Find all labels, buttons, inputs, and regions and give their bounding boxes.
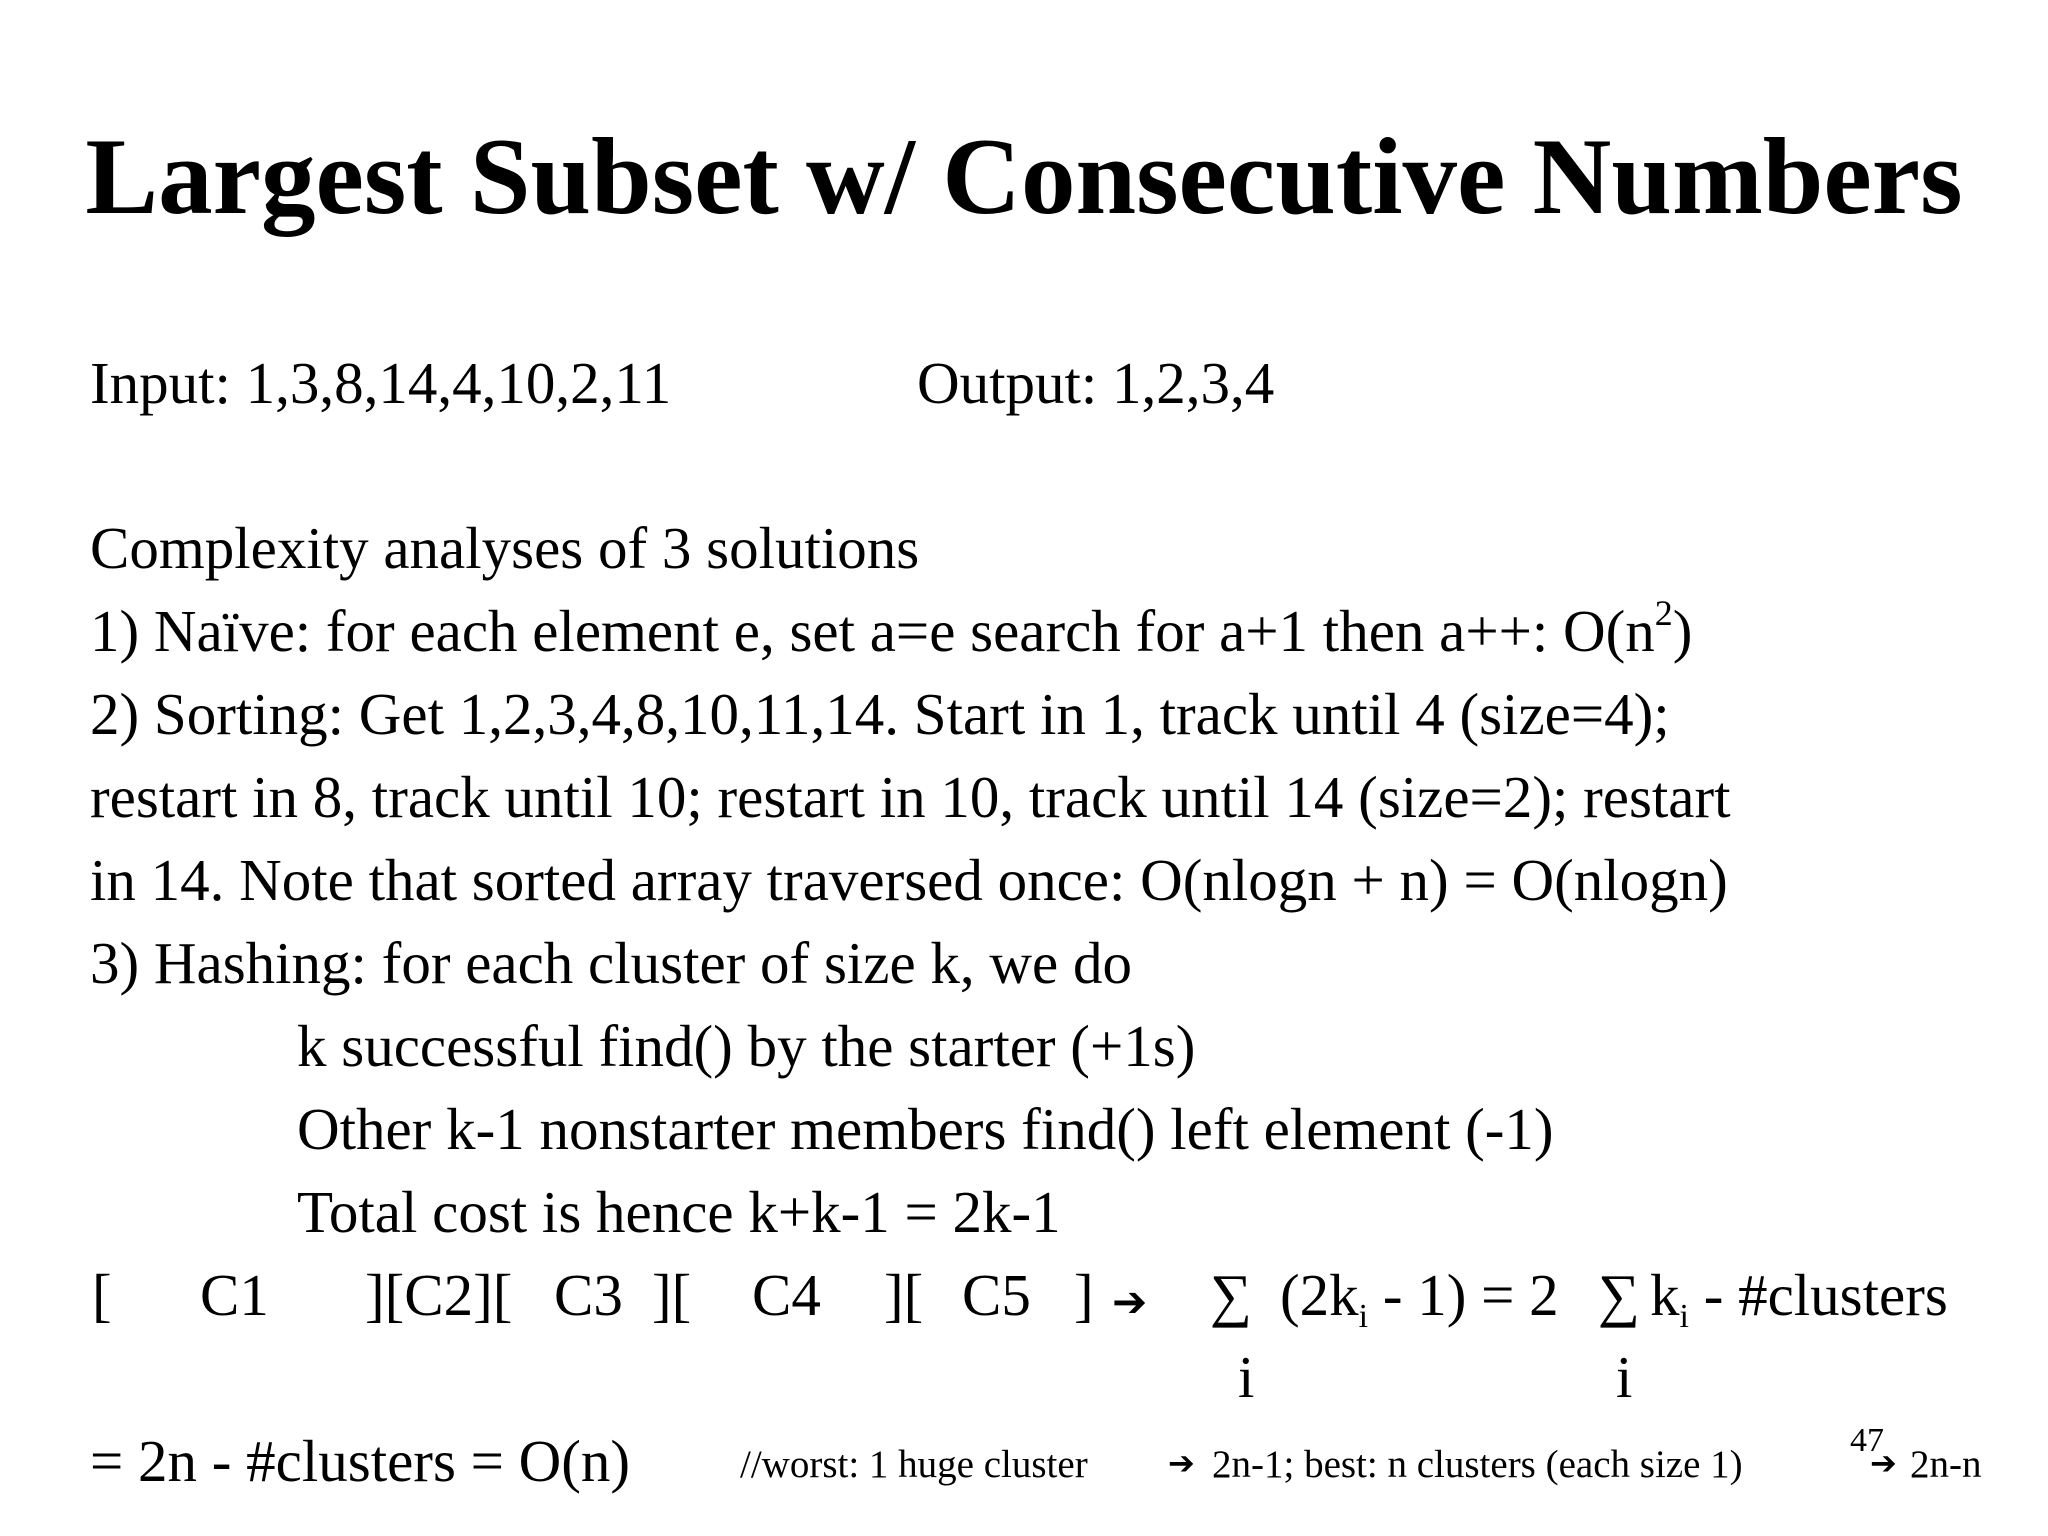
expr1-sub: i <box>1358 1298 1369 1335</box>
cluster-c3-close: ][ <box>652 1262 692 1328</box>
right-arrow-icon: ➔ <box>1112 1277 1148 1326</box>
naive-exponent: 2 <box>1654 593 1673 633</box>
right-arrow-icon: ➔ <box>1168 1444 1195 1482</box>
right-arrow-icon: ➔ <box>1870 1444 1897 1482</box>
complexity-heading: Complexity analyses of 3 solutions <box>90 515 920 581</box>
sorting-line-3: in 14. Note that sorted array traversed once: O(nlogn + n) = O(nlogn) <box>90 847 1728 913</box>
sum-symbol-2: ∑ <box>1598 1262 1641 1328</box>
input-label: Input: 1,3,8,14,4,10,2,11 <box>90 350 672 416</box>
sorting-line-1: 2) Sorting: Get 1,2,3,4,8,10,11,14. Start in 1, track until 4 (size=4); <box>90 681 1670 747</box>
sum-index-1: i <box>1238 1344 1255 1410</box>
cluster-c4-close: ][ <box>884 1262 924 1328</box>
hashing-step-1: k successful find() by the starter (+1s) <box>297 1013 1196 1079</box>
expr2-a: k <box>1650 1262 1680 1328</box>
naive-solution <box>90 593 1693 664</box>
hashing-heading: 3) Hashing: for each cluster of size k, we do <box>90 930 1132 996</box>
output-label: Output: 1,2,3,4 <box>917 350 1275 416</box>
expr1-b: - 1) = 2 <box>1368 1262 1559 1328</box>
cluster-open-bracket: [ <box>92 1262 112 1328</box>
sum-symbol-1: ∑ <box>1210 1262 1253 1328</box>
cluster-close-bracket: ] <box>1074 1262 1094 1328</box>
final-note-c: 2n-n <box>1910 1443 1982 1486</box>
final-note-b: 2n-1; best: n clusters (each size 1) <box>1212 1443 1743 1486</box>
expr1-a: (2k <box>1280 1262 1359 1328</box>
sum-expression-1 <box>1280 1262 1559 1335</box>
expr2-b: - #clusters <box>1688 1262 1948 1328</box>
sum-expression-2 <box>1650 1262 1948 1335</box>
cluster-c2: ][C2][ <box>365 1262 513 1328</box>
cluster-c1: C1 <box>200 1262 269 1328</box>
cluster-c4: C4 <box>752 1262 821 1328</box>
naive-text: 1) Naïve: for each element e, set a=e search for a+1 then a++: O(n <box>90 598 1655 664</box>
sum-index-2: i <box>1616 1344 1633 1410</box>
final-main: = 2n - #clusters = O(n) <box>90 1428 631 1494</box>
final-note-a: //worst: 1 huge cluster <box>740 1443 1088 1486</box>
sorting-line-2: restart in 8, track until 10; restart in 10, track until 14 (size=2); restart <box>90 764 1731 830</box>
expr2-sub: i <box>1679 1298 1689 1335</box>
hashing-step-3: Total cost is hence k+k-1 = 2k-1 <box>297 1179 1061 1245</box>
hashing-step-2: Other k-1 nonstarter members find() left element (-1) <box>297 1096 1554 1162</box>
naive-close: ) <box>1672 598 1693 664</box>
page-number: 47 <box>1850 1422 1884 1459</box>
slide-title: Largest Subset w/ Consecutive Numbers <box>85 116 1963 237</box>
cluster-c5: C5 <box>962 1262 1031 1328</box>
cluster-c3: C3 <box>554 1262 623 1328</box>
